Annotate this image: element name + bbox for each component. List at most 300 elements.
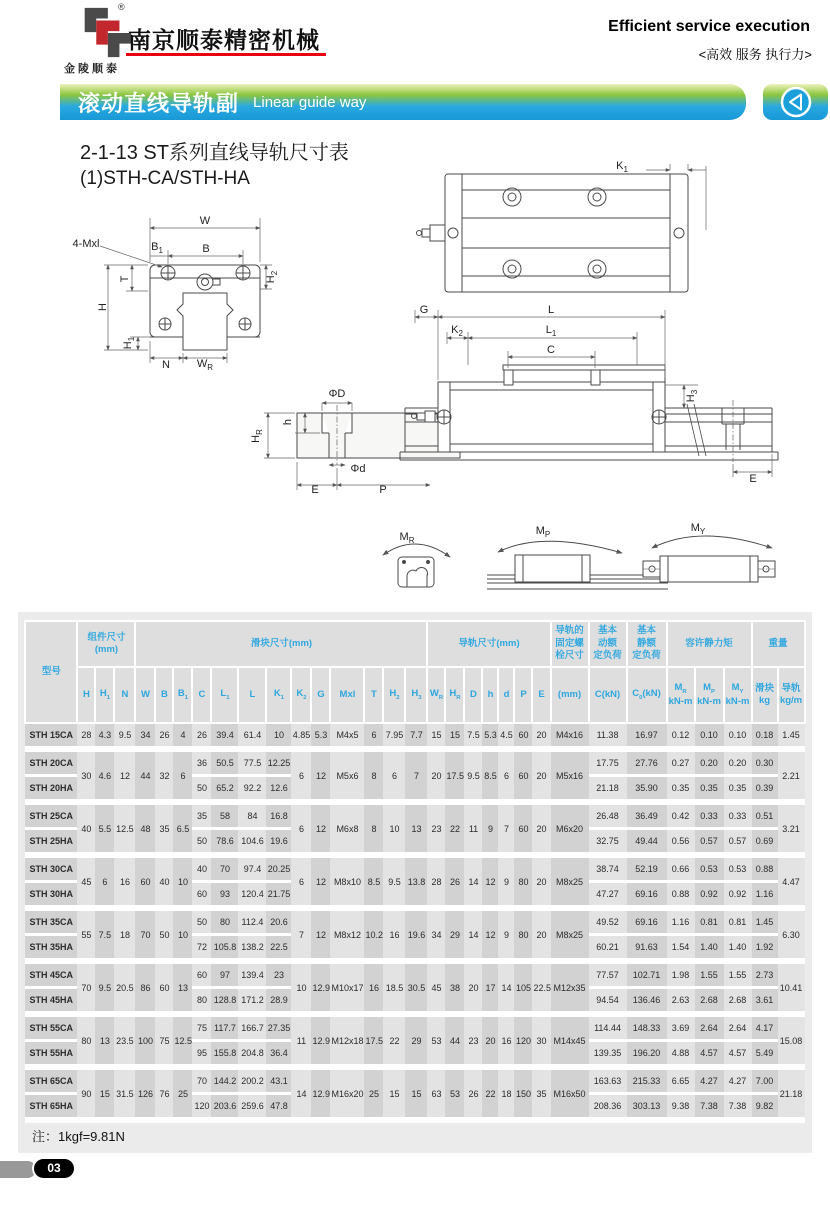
col-header-D: D (464, 667, 482, 723)
cell-L: 259.6 (238, 1094, 266, 1121)
cell-N: 16 (114, 855, 135, 908)
cell-kg: 0.88 (752, 855, 778, 882)
cell-P: 105 (514, 961, 532, 1014)
cell-MP: 7.38 (695, 1094, 724, 1121)
cell-Ckn: 47.27 (589, 882, 627, 909)
cell-T: 8 (364, 749, 383, 802)
cell-L1: 155.8 (211, 1041, 238, 1068)
cell-Ckn: 26.48 (589, 802, 627, 829)
cell-B1: 13 (173, 961, 192, 1014)
cell-WR: 34 (427, 908, 445, 961)
cell-MR: 0.35 (667, 776, 695, 803)
col-header-B1: $B_1$ (173, 667, 192, 723)
cell-railkg: 21.18 (778, 1067, 805, 1120)
model-cell: STH 15CA (25, 723, 77, 749)
cell-Ckn: 139.35 (589, 1041, 627, 1068)
cell-N: 20.5 (114, 961, 135, 1014)
cell-railkg: 2.21 (778, 749, 805, 802)
cell-MY: 2.68 (724, 988, 752, 1015)
cell-MR: 0.88 (667, 882, 695, 909)
cell-L1: 105.8 (211, 935, 238, 962)
cell-kg: 0.69 (752, 829, 778, 856)
col-group-header-3: 导轨的 固定螺 栓尺寸 (551, 621, 589, 667)
cell-T: 25 (364, 1067, 383, 1120)
dim-label-k1: $K_1$ (616, 159, 628, 175)
cell-MP: 1.55 (695, 961, 724, 988)
cell-B: 35 (155, 802, 173, 855)
cell-kg: 1.45 (752, 908, 778, 935)
cell-kg: 0.30 (752, 749, 778, 776)
cell-K2: 4.85 (291, 723, 311, 749)
col-group-header-4: 基本 动额 定负荷 (589, 621, 627, 667)
cell-H2: 15 (383, 1067, 405, 1120)
cell-Mxl: M16x20 (330, 1067, 364, 1120)
cell-HR: 38 (445, 961, 464, 1014)
col-header-C: C (192, 667, 211, 723)
dim-label-mp: $M_P$ (535, 524, 551, 540)
cell-C0kn: 69.16 (627, 908, 667, 935)
col-header-HR: $H_R$ (445, 667, 464, 723)
cell-B1: 6 (173, 749, 192, 802)
cell-MY: 0.20 (724, 749, 752, 776)
page-pill-decoration (0, 1161, 36, 1178)
cell-B: 32 (155, 749, 173, 802)
cell-MR: 1.54 (667, 935, 695, 962)
col-header-H: H (77, 667, 95, 723)
cell-C0kn: 16.97 (627, 723, 667, 749)
model-cell: STH 20HA (25, 776, 77, 803)
cell-Ckn: 77.57 (589, 961, 627, 988)
unit-note: 注：1kgf=9.81N (32, 1129, 125, 1144)
cell-D: 14 (464, 855, 482, 908)
cell-W: 100 (135, 1014, 155, 1067)
dim-label-w: W (199, 215, 211, 227)
cell-MP: 0.57 (695, 829, 724, 856)
cell-P: 150 (514, 1067, 532, 1120)
cell-K1: 27.35 (266, 1014, 291, 1041)
cell-B1: 6.5 (173, 802, 192, 855)
registered-mark: ® (118, 2, 125, 12)
slogan-cn: <高效 服务 执行力> (698, 47, 812, 62)
cell-kg: 9.82 (752, 1094, 778, 1121)
model-cell: STH 45HA (25, 988, 77, 1015)
cell-D: 20 (464, 961, 482, 1014)
cell-L: 139.4 (238, 961, 266, 988)
dim-label-e-side: E (749, 473, 757, 485)
col-header-H3: $H_3$ (405, 667, 427, 723)
cell-h: 20 (482, 1014, 498, 1067)
cell-T: 8 (364, 802, 383, 855)
spec-table-panel (18, 612, 812, 1153)
cell-C0kn: 148.33 (627, 1014, 667, 1041)
cell-B1: 10 (173, 908, 192, 961)
cell-L1: 65.2 (211, 776, 238, 803)
cell-K1: 12.6 (266, 776, 291, 803)
company-name: 南京顺泰精密机械 (128, 27, 320, 53)
cell-WR: 15 (427, 723, 445, 749)
brand-underline (126, 53, 326, 56)
cell-H3: 29 (405, 1014, 427, 1067)
cell-MY: 2.64 (724, 1014, 752, 1041)
cell-L: 166.7 (238, 1014, 266, 1041)
cell-Ckn: 208.36 (589, 1094, 627, 1121)
cell-P: 60 (514, 802, 532, 855)
cell-L1: 78.6 (211, 829, 238, 856)
cell-C: 72 (192, 935, 211, 962)
cell-C: 60 (192, 961, 211, 988)
cell-d: 14 (498, 961, 514, 1014)
front-view (150, 265, 260, 350)
cell-h: 5.3 (482, 723, 498, 749)
cell-K1: 47.8 (266, 1094, 291, 1121)
cell-MY: 0.35 (724, 776, 752, 803)
cell-MP: 0.81 (695, 908, 724, 935)
cell-L1: 97 (211, 961, 238, 988)
cell-H1: 13 (95, 1014, 114, 1067)
cell-E: 20 (532, 908, 550, 961)
cell-N: 12.5 (114, 802, 135, 855)
cell-MP: 1.40 (695, 935, 724, 962)
cell-K1: 28.9 (266, 988, 291, 1015)
cell-K2: 6 (291, 855, 311, 908)
col-header-MY: $M_Y$ kN-m (724, 667, 752, 723)
cell-MY: 0.57 (724, 829, 752, 856)
cell-MP: 0.92 (695, 882, 724, 909)
col-header-E: E (532, 667, 550, 723)
back-arrow-icon (779, 85, 813, 119)
cell-K2: 7 (291, 908, 311, 961)
col-header-bolt: (mm) (551, 667, 589, 723)
dim-label-g: G (419, 304, 429, 316)
model-cell: STH 30CA (25, 855, 77, 882)
table-row (25, 1014, 804, 1041)
cell-bolt: M14x45 (551, 1014, 589, 1067)
cell-H3: 13.8 (405, 855, 427, 908)
cell-MP: 2.64 (695, 1014, 724, 1041)
dim-label-my: $M_Y$ (690, 521, 706, 537)
cell-MR: 2.63 (667, 988, 695, 1015)
model-cell: STH 35CA (25, 908, 77, 935)
col-header-P: P (514, 667, 532, 723)
cell-C0kn: 69.16 (627, 882, 667, 909)
company-logo (72, 6, 136, 67)
cell-Mxl: M8x12 (330, 908, 364, 961)
cell-HR: 22 (445, 802, 464, 855)
cell-C: 120 (192, 1094, 211, 1121)
cell-HR: 17.5 (445, 749, 464, 802)
col-header-h: h (482, 667, 498, 723)
cell-G: 12.9 (311, 961, 330, 1014)
cell-L: 77.5 (238, 749, 266, 776)
cell-B1: 4 (173, 723, 192, 749)
cell-H1: 15 (95, 1067, 114, 1120)
dim-label-h2: $H_2$ (264, 270, 280, 284)
logo-caption: 金陵顺泰 (64, 63, 120, 75)
cell-G: 12.9 (311, 1067, 330, 1120)
table-row (25, 749, 804, 776)
cell-K1: 23 (266, 961, 291, 988)
cell-MY: 4.27 (724, 1067, 752, 1094)
dim-label-h1: $H_1$ (121, 336, 137, 350)
cell-L: 138.2 (238, 935, 266, 962)
col-header-N: N (114, 667, 135, 723)
cell-kg: 1.16 (752, 882, 778, 909)
col-header-H1: $H_1$ (95, 667, 114, 723)
dim-label-t: T (119, 275, 131, 283)
cell-K1: 16.8 (266, 802, 291, 829)
technical-drawing (0, 160, 830, 612)
dim-label-mr: $M_R$ (399, 530, 415, 546)
cell-d: 9 (498, 908, 514, 961)
table-row (25, 855, 804, 882)
cell-kg: 3.61 (752, 988, 778, 1015)
cell-L: 61.4 (238, 723, 266, 749)
cell-B: 50 (155, 908, 173, 961)
cell-T: 16 (364, 961, 383, 1014)
cell-B: 76 (155, 1067, 173, 1120)
cell-MY: 0.81 (724, 908, 752, 935)
model-cell: STH 25HA (25, 829, 77, 856)
cell-H: 90 (77, 1067, 95, 1120)
col-group-header-0: 组件尺寸 (mm) (77, 621, 135, 667)
moment-diagrams (383, 536, 775, 589)
col-header-W: W (135, 667, 155, 723)
cell-K1: 21.75 (266, 882, 291, 909)
dim-label-four-mxl: 4-Mxl (72, 238, 100, 250)
cell-K1: 22.5 (266, 935, 291, 962)
dim-label-h-small: h (282, 418, 294, 426)
col-header-model: 型号 (25, 621, 77, 723)
back-button[interactable] (763, 84, 828, 120)
model-cell: STH 55CA (25, 1014, 77, 1041)
cell-N: 18 (114, 908, 135, 961)
cell-L: 120.4 (238, 882, 266, 909)
cell-G: 12 (311, 855, 330, 908)
cell-B1: 12.5 (173, 1014, 192, 1067)
table-row (25, 723, 804, 749)
cell-WR: 53 (427, 1014, 445, 1067)
cell-H: 45 (77, 855, 95, 908)
cell-C0kn: 52.19 (627, 855, 667, 882)
section-banner (60, 84, 746, 120)
banner-title-cn: 滚动直线导轨副 (78, 90, 240, 116)
cell-Ckn: 21.18 (589, 776, 627, 803)
cell-kg: 0.39 (752, 776, 778, 803)
cell-Mxl: M6x8 (330, 802, 364, 855)
cell-D: 23 (464, 1014, 482, 1067)
cell-HR: 26 (445, 855, 464, 908)
cell-L1: 93 (211, 882, 238, 909)
cell-MP: 0.10 (695, 723, 724, 749)
cell-d: 7 (498, 802, 514, 855)
cell-MR: 0.66 (667, 855, 695, 882)
cell-HR: 15 (445, 723, 464, 749)
cell-L1: 58 (211, 802, 238, 829)
cell-d: 4.5 (498, 723, 514, 749)
table-row (25, 908, 804, 935)
cell-WR: 45 (427, 961, 445, 1014)
cell-h: 9 (482, 802, 498, 855)
cell-Ckn: 32.75 (589, 829, 627, 856)
cell-W: 60 (135, 855, 155, 908)
cell-G: 5.3 (311, 723, 330, 749)
cell-C: 80 (192, 988, 211, 1015)
cell-WR: 20 (427, 749, 445, 802)
cell-MP: 0.53 (695, 855, 724, 882)
table-row (25, 1067, 804, 1094)
cell-E: 20 (532, 802, 550, 855)
cell-K2: 10 (291, 961, 311, 1014)
cell-H2: 16 (383, 908, 405, 961)
cell-H1: 6 (95, 855, 114, 908)
cell-kg: 0.18 (752, 723, 778, 749)
cell-L1: 50.5 (211, 749, 238, 776)
cell-B1: 25 (173, 1067, 192, 1120)
cell-N: 9.5 (114, 723, 135, 749)
cell-MP: 4.27 (695, 1067, 724, 1094)
cell-L1: 70 (211, 855, 238, 882)
cell-L1: 203.6 (211, 1094, 238, 1121)
cell-MY: 1.40 (724, 935, 752, 962)
cell-HR: 44 (445, 1014, 464, 1067)
cell-MR: 1.16 (667, 908, 695, 935)
cell-L1: 128.8 (211, 988, 238, 1015)
cell-HR: 53 (445, 1067, 464, 1120)
cell-C: 70 (192, 1067, 211, 1094)
cell-H1: 4.6 (95, 749, 114, 802)
cell-C: 50 (192, 829, 211, 856)
cell-L1: 39.4 (211, 723, 238, 749)
cell-C: 95 (192, 1041, 211, 1068)
cell-T: 10.2 (364, 908, 383, 961)
cell-MP: 0.33 (695, 802, 724, 829)
cell-MR: 0.12 (667, 723, 695, 749)
cell-railkg: 10.41 (778, 961, 805, 1014)
cell-WR: 28 (427, 855, 445, 908)
spec-table (24, 620, 805, 1123)
cell-Ckn: 17.75 (589, 749, 627, 776)
cell-D: 9.5 (464, 749, 482, 802)
cell-bolt: M8x25 (551, 855, 589, 908)
cell-K1: 20.25 (266, 855, 291, 882)
cell-H3: 7 (405, 749, 427, 802)
cell-W: 34 (135, 723, 155, 749)
cell-W: 126 (135, 1067, 155, 1120)
cell-K1: 43.1 (266, 1067, 291, 1094)
cell-E: 20 (532, 723, 550, 749)
cell-Ckn: 38.74 (589, 855, 627, 882)
cell-H: 55 (77, 908, 95, 961)
cell-K2: 11 (291, 1014, 311, 1067)
cell-L: 84 (238, 802, 266, 829)
cell-E: 22.5 (532, 961, 550, 1014)
cell-H3: 7.7 (405, 723, 427, 749)
cell-C0kn: 102.71 (627, 961, 667, 988)
cell-T: 6 (364, 723, 383, 749)
cell-Ckn: 11.38 (589, 723, 627, 749)
cell-H3: 13 (405, 802, 427, 855)
cell-C0kn: 36.49 (627, 802, 667, 829)
cell-C: 75 (192, 1014, 211, 1041)
cell-P: 120 (514, 1014, 532, 1067)
cell-H: 70 (77, 961, 95, 1014)
dim-label-n: N (162, 359, 170, 371)
cell-C0kn: 196.20 (627, 1041, 667, 1068)
cell-Ckn: 163.63 (589, 1067, 627, 1094)
cell-E: 20 (532, 855, 550, 908)
cell-C: 60 (192, 882, 211, 909)
cell-HR: 29 (445, 908, 464, 961)
cell-kg: 2.73 (752, 961, 778, 988)
plan-view (417, 174, 689, 292)
cell-h: 17 (482, 961, 498, 1014)
cell-H2: 18.5 (383, 961, 405, 1014)
cell-railkg: 3.21 (778, 802, 805, 855)
cell-P: 80 (514, 908, 532, 961)
col-header-K2: $K_2$ (291, 667, 311, 723)
cell-Mxl: M12x18 (330, 1014, 364, 1067)
cell-kg: 4.17 (752, 1014, 778, 1041)
cell-T: 8.5 (364, 855, 383, 908)
col-header-MR: $M_R$ kN-m (667, 667, 695, 723)
cell-C0kn: 35.90 (627, 776, 667, 803)
cell-H2: 10 (383, 802, 405, 855)
cell-H1: 4.3 (95, 723, 114, 749)
cell-MY: 4.57 (724, 1041, 752, 1068)
cell-H: 80 (77, 1014, 95, 1067)
col-header-Mxl: Mxl (330, 667, 364, 723)
col-header-T: T (364, 667, 383, 723)
cell-MR: 9.38 (667, 1094, 695, 1121)
cell-MR: 0.27 (667, 749, 695, 776)
cell-kg: 1.92 (752, 935, 778, 962)
cell-MR: 6.65 (667, 1067, 695, 1094)
cell-K1: 12.25 (266, 749, 291, 776)
cell-K1: 20.6 (266, 908, 291, 935)
cell-B: 40 (155, 855, 173, 908)
cell-W: 86 (135, 961, 155, 1014)
col-group-header-6: 容许静力矩 (667, 621, 752, 667)
cell-bolt: M4x16 (551, 723, 589, 749)
col-header-K1: $K_1$ (266, 667, 291, 723)
cell-bolt: M5x16 (551, 749, 589, 802)
cell-N: 31.5 (114, 1067, 135, 1120)
cell-P: 60 (514, 749, 532, 802)
cell-C0kn: 27.76 (627, 749, 667, 776)
cell-C: 40 (192, 855, 211, 882)
cell-L: 171.2 (238, 988, 266, 1015)
model-cell: STH 30HA (25, 882, 77, 909)
cell-E: 35 (532, 1067, 550, 1120)
cell-d: 18 (498, 1067, 514, 1120)
dim-label-hr: $H_R$ (249, 429, 265, 443)
cell-MR: 0.56 (667, 829, 695, 856)
cell-Ckn: 114.44 (589, 1014, 627, 1041)
cell-K1: 19.6 (266, 829, 291, 856)
cell-L: 204.8 (238, 1041, 266, 1068)
cell-D: 14 (464, 908, 482, 961)
col-header-L1: $L_1$ (211, 667, 238, 723)
table-row (25, 961, 804, 988)
col-group-header-2: 导轨尺寸(mm) (427, 621, 550, 667)
cell-D: 11 (464, 802, 482, 855)
cell-P: 60 (514, 723, 532, 749)
model-cell: STH 20CA (25, 749, 77, 776)
cell-MY: 0.53 (724, 855, 752, 882)
cell-kg: 0.51 (752, 802, 778, 829)
cell-L: 200.2 (238, 1067, 266, 1094)
cell-C: 26 (192, 723, 211, 749)
